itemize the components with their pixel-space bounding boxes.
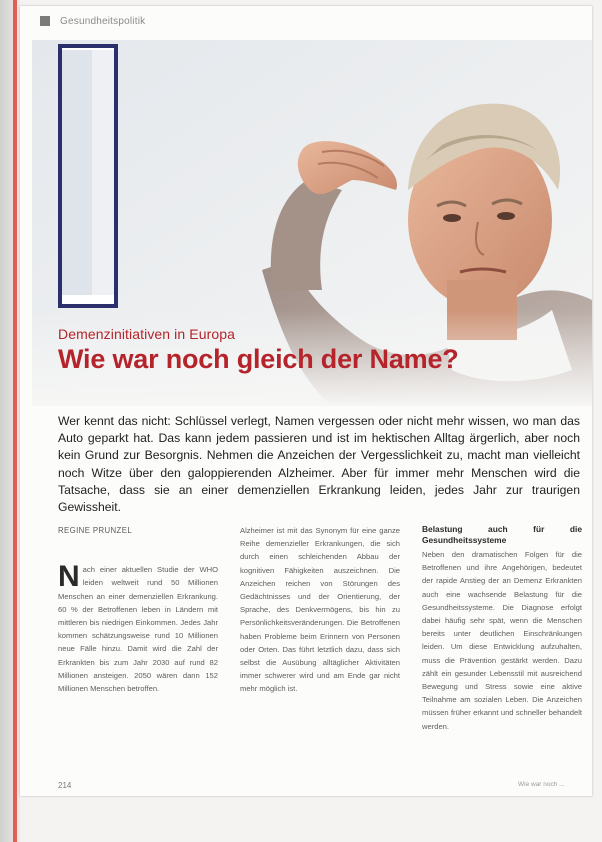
body-column-2: Alzheimer ist mit das Synonym für eine ganze Reihe demenzieller Erkrankungen, die sich durch einen schleichenden Abbau der kognitiven Fähigkeiten auszeichnen. Die Anzeichen reichen von Störungen des Gedächtnisses und der Orientierung, der Sprache, des Denkvermögens, bis hin zu Persönlichkeitsveränderungen. Die Betroffenen haben Probleme beim Erinnern von Personen oder Orten. Das führt letztlich dazu, dass sich selbst die Ausübung alltäglicher Aktivitäten immer schwerer wird und am Ende gar nicht mehr möglich ist. [240,526,400,694]
page-number: 214 [58,781,72,790]
section-tag [40,14,145,28]
magazine-page [20,6,592,796]
drop-cap: N [58,560,80,594]
article-kicker: Demenzinitiativen in Europa [58,326,236,342]
body-column-1-text: ach einer aktuellen Studie der WHO leiden weltweit rund 50 Millionen Menschen an einer demenziellen Erkrankung. 60 % der Betroffenen leben in Ländern mit mittleren bis niedrigen Einkommen. Jedes Jahr kommen schätzungsweise rund 10 Millionen neue Fälle hinzu. Damit wird die Zahl der Erkrankten bis zum Jahr 2030 auf rund 82 Millionen ansteigen. 2050 wären dann 152 Millionen Menschen betroffen. [58,565,218,694]
body-column-3-text: Neben den dramatischen Folgen für die Betroffenen und ihre Angehörigen, bedeutet der rapide Anstieg der an Demenz Erkrankten auch eine wachsende Belastung für die Gesundheitssysteme. Die Diagnose erfolgt dabei häufig sehr spät, wenn die Menschen bereits unter deutlichen Einschränkungen leiden. Um diese Entwicklung aufzuhalten, muss die Prävention gestärkt werden. Dazu zählt ein gesunder Lebensstil mit ausreichend Bewegung und Stress sowie eine aktive Teilnahme am sozialen Leben. Die Anzeichen müssen früher erkannt und schneller behandelt werden. [422,550,582,731]
article-headline: Wie war noch gleich der Name? [58,344,459,374]
page-footer: Wie war noch ... [518,781,565,788]
section-label: Gesundheitspolitik [60,15,146,27]
page-gutter [0,0,20,842]
body-column-1 [58,524,218,695]
article-author: REGINE PRUNZEL [58,526,133,535]
article-body [58,524,584,770]
section-square-icon [40,16,50,26]
subheading: Belastung auch für die Gesundheitssysteme [422,524,582,545]
body-column-3 [422,524,582,733]
article-lead: Wer kennt das nicht: Schlüssel verlegt, Namen vergessen oder nicht mehr wissen, wo man das Auto geparkt hat. Das kann jedem passieren und ist im hektischen Alltag ärgerlich, aber noch kein Grund zur Besorgnis. Nehmen die Anzeichen der Vergesslichkeit zu, macht man vielleicht noch Witze über den galoppierenden Alzheimer. Aber für immer mehr Menschen wird die Tatsache, dass sie an einer demenziellen Erkrankung leiden, jedes Jahr zur traurigen Gewissheit. [58,414,580,515]
